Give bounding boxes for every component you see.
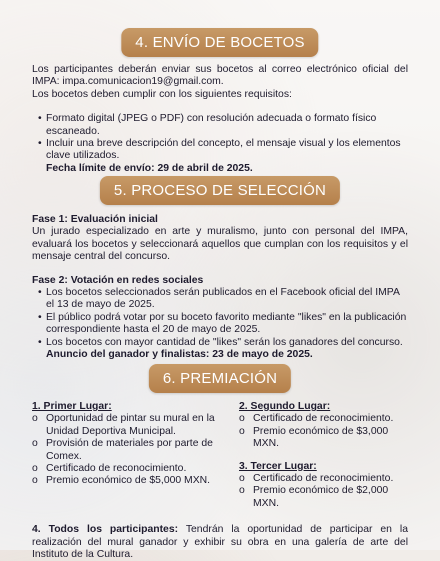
phase-1-title: Fase 1: Evaluación inicial — [32, 214, 158, 225]
list-item: • El público podrá votar por su boceto favorito mediante "likes" en la publicación correspondiente hasta el 20 de mayo de 2025. — [32, 312, 408, 337]
section-4-body — [32, 64, 408, 175]
section-4-heading: 4. ENVÍO DE BOCETOS — [121, 28, 318, 57]
list-item: o Premio económico de $5,000 MXN. — [32, 475, 211, 487]
section-4-requirements-list — [32, 113, 408, 163]
section-4-intro: Los participantes deberán enviar sus bocetos al correo electrónico oficial del IMPA: impa.comunicacion19@gmail.com. — [32, 64, 408, 88]
first-place — [32, 401, 219, 510]
phase-1-text: Un jurado especializado en arte y muralismo, junto con personal del IMPA, evaluará los bocetos y seleccionará aquellos que cumplan con los requisitos y el mensaje central del concurso. — [32, 226, 408, 263]
list-item: • Los bocetos seleccionados serán publicados en el Facebook oficial del IMPA el 13 de mayo de 2025. — [32, 287, 408, 312]
section-4-requirements-intro: Los bocetos deben cumplir con los siguientes requisitos: — [32, 88, 292, 100]
list-item: • Formato digital (JPEG o PDF) con resolución adecuada o formato físico escaneado. — [32, 113, 408, 138]
list-item: o Certificado de reconocimiento. — [239, 473, 394, 485]
list-item: o Oportunidad de pintar su mural en la Unidad Deportiva Municipal. — [32, 413, 215, 437]
section-5-body — [32, 214, 408, 361]
section-4-deadline: Fecha límite de envío: 29 de abril de 2025. — [46, 162, 253, 174]
phase-2-list — [32, 287, 408, 349]
first-place-title: 1. Primer Lugar: — [32, 401, 112, 412]
list-item: o Certificado de reconocimiento. — [32, 463, 187, 475]
second-place-title: 2. Segundo Lugar: — [239, 401, 331, 412]
prizes-columns — [32, 401, 408, 510]
list-item: • Incluir una breve descripción del concepto, el mensaje visual y los elementos clave utilizados. — [32, 138, 408, 163]
all-participants-title: 4. Todos los participantes: — [32, 524, 179, 536]
announcement: Anuncio del ganador y finalistas: 23 de mayo de 2025. — [46, 349, 313, 361]
section-6-body — [32, 401, 408, 561]
all-participants-text: Tendrán la oportunidad de participar en la realización del mural ganador y exhibir su obra en una galería de arte del Instituto de la Cultura. — [32, 524, 408, 561]
all-participants — [32, 524, 408, 561]
third-place-title: 3. Tercer Lugar: — [239, 460, 317, 472]
list-item: o Premio económico de $3,000 MXN. — [239, 425, 389, 450]
phase-2-title: Fase 2: Votación en redes sociales — [32, 274, 204, 286]
list-item: o Premio económico de $2,000 MXN. — [239, 485, 389, 509]
list-item: • Los bocetos con mayor cantidad de "likes" serán los ganadores del concurso. — [32, 337, 408, 349]
list-item: o Provisión de materiales por parte de Comex. — [32, 438, 213, 462]
list-item: o Certificado de reconocimiento. — [239, 413, 394, 425]
section-6-heading: 6. PREMIACIÓN — [149, 364, 291, 393]
section-5-heading: 5. PROCESO DE SELECCIÓN — [100, 176, 340, 205]
other-places — [239, 401, 408, 510]
